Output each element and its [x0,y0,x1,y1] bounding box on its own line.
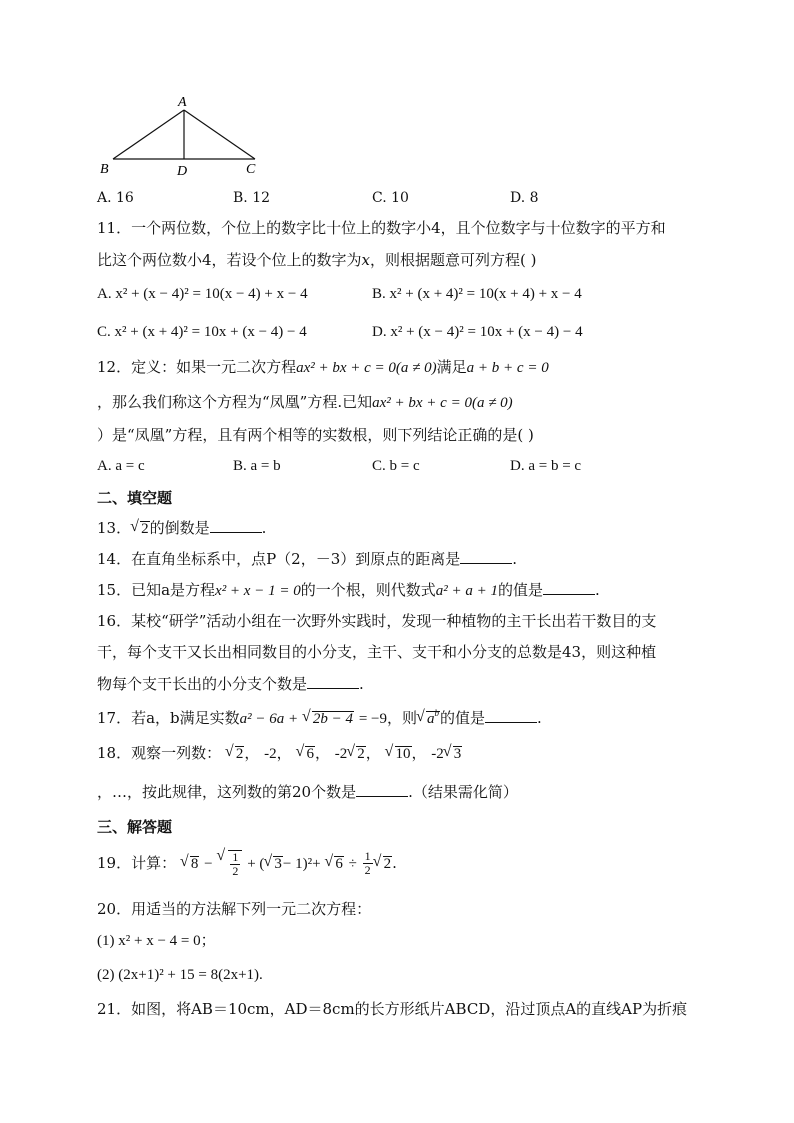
q18-answer-blank[interactable] [356,784,408,797]
q10-option-b: B. 12 [233,190,271,206]
seq-item-3: √ 6 [296,746,315,762]
q12-line2: ，那么我们称这个方程为“凤凰”方程.已知ax² + bx + c = 0(a ≠ 0) [97,393,513,411]
q12-option-b: B. a = b [233,458,281,474]
q11-option-a: A. x² + (x − 4)² = 10(x − 4) + x − 4 [97,286,308,302]
triangle-figure [95,92,275,182]
q13-answer-blank[interactable] [210,520,262,533]
label-c: C [246,162,256,177]
q11-line1: 11．一个两位数，个位上的数字比十位上的数字小4，且个位数字与十位数字的平方和 [97,219,666,237]
q19-line: 19．计算： √ 8 − √ $\frac{1}{2}$ + (√ 3− 1)²+ √ 6 ÷ $\frac{1}{2}$ √ 2. [97,850,397,878]
q17-answer-blank[interactable] [485,710,537,723]
q11-option-d: D. x² + (x − 4)² = 10x + (x − 4) − 4 [372,324,583,340]
q20-line1: 20．用适当的方法解下列一元二次方程： [97,900,372,918]
q20-part-1: (1) x² + x − 4 = 0； [97,933,216,949]
label-a: A [178,95,187,110]
seq-item-2: -2 [264,746,277,762]
side-ac [184,110,255,159]
q16-line3: 物每个支干长出的小分支个数是 . [97,675,364,693]
q12-option-c: C. b = c [372,458,420,474]
q12-option-d: D. a = b = c [510,458,582,474]
label-d: D [177,164,188,179]
seq-item-5: √ 10 [386,746,412,762]
sqrt-a-pow-b: √ $a^b$ [417,711,440,727]
q14-answer-blank[interactable] [460,551,512,564]
q17-line: 17．若a，b满足实数a² − 6a + √ 2b − 4 = −9，则√ $a^b$的值是 . [97,710,542,727]
q13-line: 13．√ 2的倒数是 . [97,520,266,537]
q21-line1: 21．如图，将AB＝10cm，AD＝8cm的长方形纸片ABCD，沿过顶点A的直线AP为折痕 [97,1000,688,1018]
q10-option-a: A. 16 [97,190,134,206]
q14-line: 14．在直角坐标系中，点P（2，－3）到原点的距离是 . [97,550,518,568]
q12-line3: ）是“凤凰”方程，且有两个相等的实数根，则下列结论正确的是( ) [97,426,534,444]
q11-option-c: C. x² + (x + 4)² = 10x + (x − 4) − 4 [97,324,307,340]
seq-item-1: √ 2 [226,746,245,762]
q20-part-2: (2) (2x+1)² + 15 = 8(2x+1). [97,967,263,983]
q10-option-d: D. 8 [510,190,539,206]
q11-option-b: B. x² + (x + 4)² = 10(x + 4) + x − 4 [372,286,582,302]
side-ab [113,110,184,159]
q15-answer-blank[interactable] [543,582,595,595]
q11-line2: 比这个两位数小4，若设个位上的数字为x，则根据题意可列方程( ) [97,251,537,269]
sqrt-2b-4: √ 2b − 4 [303,711,354,727]
q18-line2: ，…，按此规律，这列数的第20个数是 .（结果需化简） [97,783,518,801]
q10-option-c: C. 10 [372,190,409,206]
q12-line1: 12．定义：如果一元二次方程ax² + bx + c = 0(a ≠ 0)满足a + b + c = 0 [97,358,549,376]
seq-item-4: -2√ 2 [335,746,366,762]
q16-line2: 干，每个支干又长出相同数目的小分支，主干、支干和小分支的总数是43，则这种植 [97,643,657,661]
q16-line1: 16．某校“研学”活动小组在一次野外实践时，发现一种植物的主干长出若干数目的支 [97,612,657,630]
label-b: B [100,162,109,177]
section-2-title: 二、填空题 [97,489,173,507]
seq-item-6: -2√ 3 [431,746,462,762]
q18-line1: 18．观察一列数： √ 2， -2， √ 6， -2√ 2， √ 10， -2√ 3 [97,746,462,762]
section-3-title: 三、解答题 [97,818,173,836]
q15-line: 15．已知a是方程x² + x − 1 = 0的一个根，则代数式a² + a + 1的值是 . [97,581,600,599]
sqrt-2: √ 2 [131,521,150,537]
q16-answer-blank[interactable] [307,676,359,689]
q12-option-a: A. a = c [97,458,145,474]
